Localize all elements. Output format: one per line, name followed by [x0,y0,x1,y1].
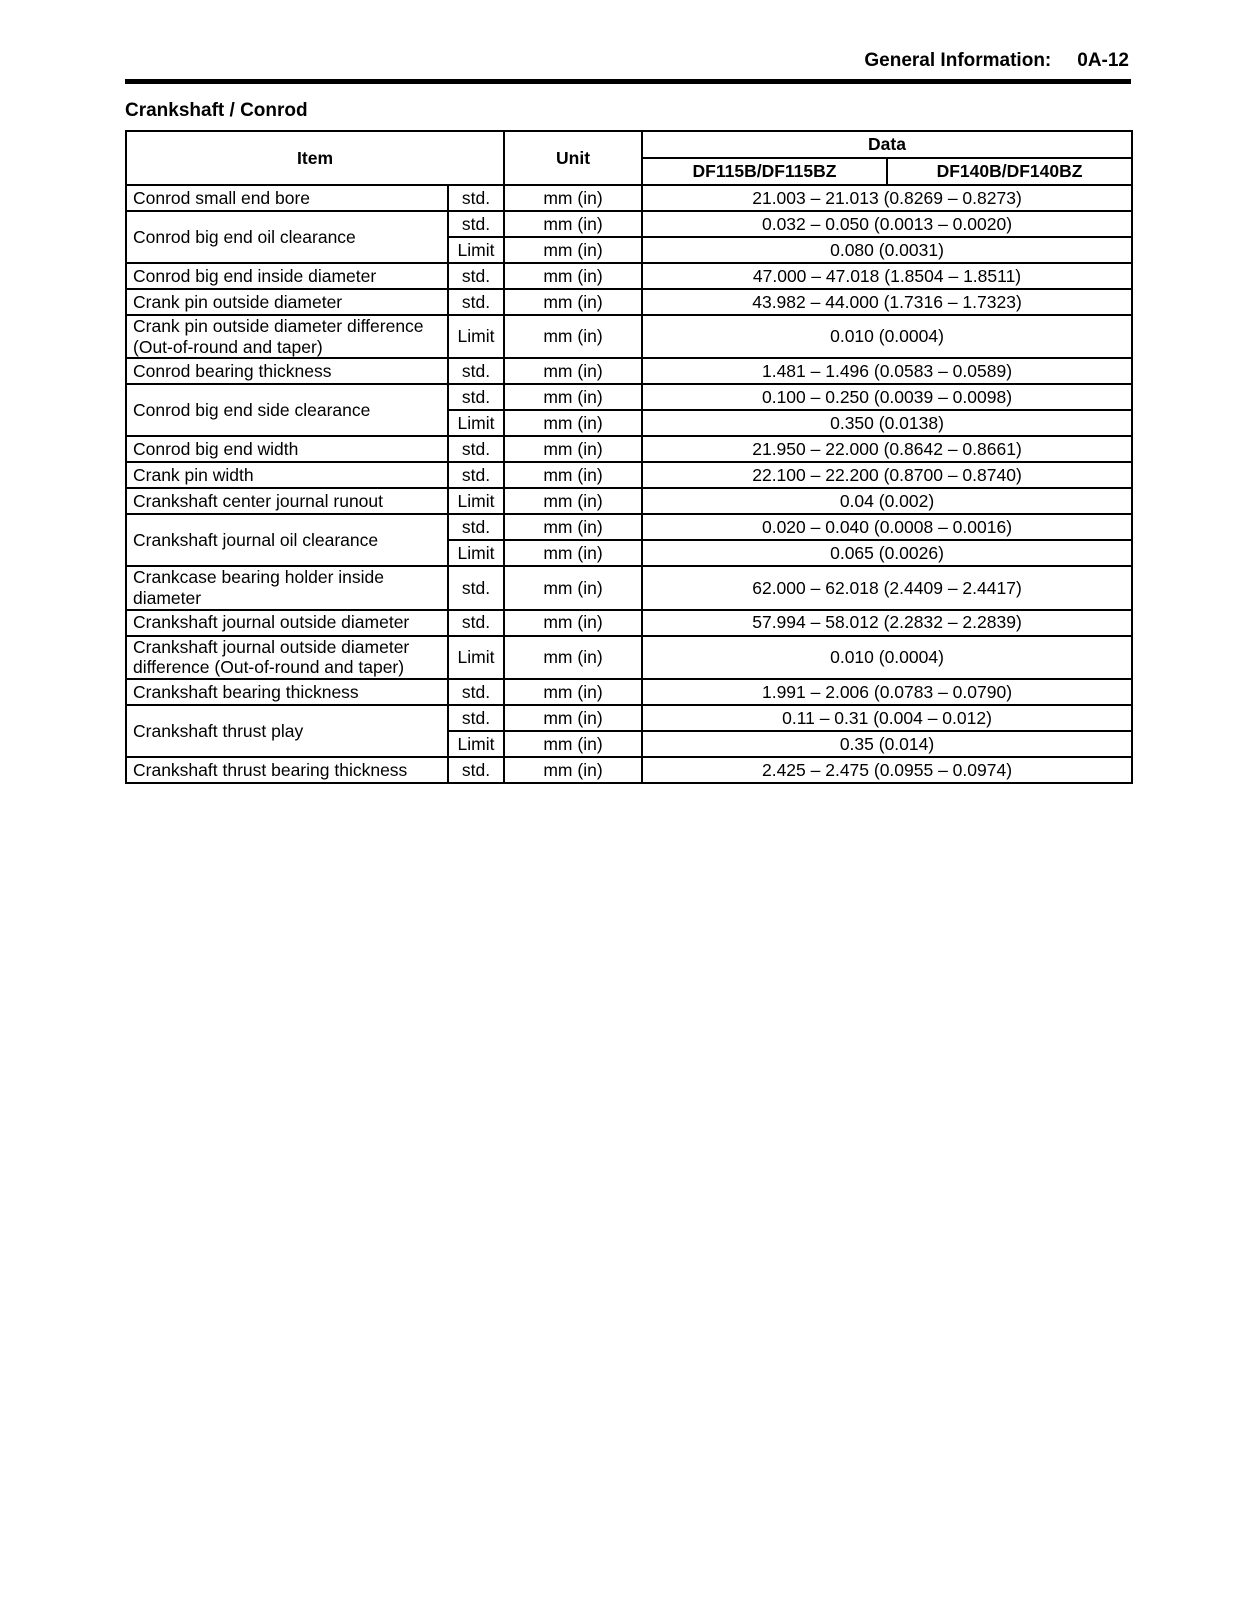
spec-kind-cell: std. [448,705,504,731]
unit-cell: mm (in) [504,263,642,289]
spec-kind-cell: std. [448,566,504,609]
unit-cell: mm (in) [504,185,642,211]
spec-kind-cell: Limit [448,410,504,436]
value-cell: 0.11 – 0.31 (0.004 – 0.012) [642,705,1132,731]
unit-cell: mm (in) [504,731,642,757]
spec-kind-cell: std. [448,185,504,211]
value-cell: 21.950 – 22.000 (0.8642 – 0.8661) [642,436,1132,462]
table-row [126,679,1132,705]
unit-cell: mm (in) [504,315,642,358]
value-cell: 0.010 (0.0004) [642,315,1132,358]
value-cell: 0.080 (0.0031) [642,237,1132,263]
spec-kind-cell: std. [448,289,504,315]
document-page [125,50,1131,784]
item-cell: Crank pin width [126,462,448,488]
unit-cell: mm (in) [504,237,642,263]
table-row [126,610,1132,636]
unit-cell: mm (in) [504,679,642,705]
table-row [126,289,1132,315]
unit-cell: mm (in) [504,211,642,237]
item-cell: Crankshaft center journal runout [126,488,448,514]
spec-kind-cell: Limit [448,731,504,757]
value-cell: 0.35 (0.014) [642,731,1132,757]
value-cell: 22.100 – 22.200 (0.8700 – 0.8740) [642,462,1132,488]
unit-cell: mm (in) [504,462,642,488]
value-cell: 0.100 – 0.250 (0.0039 – 0.0098) [642,384,1132,410]
spec-kind-cell: Limit [448,636,504,679]
value-cell: 0.020 – 0.040 (0.0008 – 0.0016) [642,514,1132,540]
value-cell: 2.425 – 2.475 (0.0955 – 0.0974) [642,757,1132,783]
unit-cell: mm (in) [504,566,642,609]
table-header-row-1 [126,131,1132,158]
value-cell: 1.481 – 1.496 (0.0583 – 0.0589) [642,358,1132,384]
data-column-header: Data [642,131,1132,158]
value-cell: 0.350 (0.0138) [642,410,1132,436]
item-cell: Crank pin outside diameter [126,289,448,315]
model-header-df115b: DF115B/DF115BZ [642,158,887,185]
item-cell: Crank pin outside diameter difference (Out-of-round and taper) [126,315,448,358]
table-row [126,462,1132,488]
spec-kind-cell: std. [448,263,504,289]
value-cell: 43.982 – 44.000 (1.7316 – 1.7323) [642,289,1132,315]
spec-kind-cell: std. [448,514,504,540]
table-row [126,514,1132,540]
value-cell: 57.994 – 58.012 (2.2832 – 2.2839) [642,610,1132,636]
unit-cell: mm (in) [504,705,642,731]
spec-kind-cell: std. [448,610,504,636]
spec-kind-cell: std. [448,211,504,237]
item-cell: Crankshaft journal outside diameter difference (Out-of-round and taper) [126,636,448,679]
table-row [126,185,1132,211]
item-column-header: Item [126,131,504,185]
table-row [126,705,1132,731]
table-row [126,636,1132,679]
unit-cell: mm (in) [504,636,642,679]
table-row [126,211,1132,237]
spec-kind-cell: Limit [448,315,504,358]
header-rule [125,79,1131,84]
page-header [125,50,1131,72]
unit-cell: mm (in) [504,540,642,566]
item-cell: Crankshaft thrust bearing thickness [126,757,448,783]
unit-cell: mm (in) [504,384,642,410]
unit-column-header: Unit [504,131,642,185]
value-cell: 47.000 – 47.018 (1.8504 – 1.8511) [642,263,1132,289]
unit-cell: mm (in) [504,757,642,783]
item-cell: Conrod small end bore [126,185,448,211]
table-row [126,358,1132,384]
spec-kind-cell: std. [448,384,504,410]
table-row [126,436,1132,462]
table-row [126,263,1132,289]
model-header-df140b: DF140B/DF140BZ [887,158,1132,185]
item-cell: Crankshaft journal oil clearance [126,514,448,566]
item-cell: Conrod bearing thickness [126,358,448,384]
item-cell: Conrod big end oil clearance [126,211,448,263]
item-cell: Crankshaft thrust play [126,705,448,757]
value-cell: 21.003 – 21.013 (0.8269 – 0.8273) [642,185,1132,211]
spec-kind-cell: std. [448,679,504,705]
spec-table [125,130,1133,784]
table-title: Crankshaft / Conrod [125,100,308,121]
spec-kind-cell: std. [448,358,504,384]
item-cell: Conrod big end width [126,436,448,462]
spec-kind-cell: std. [448,757,504,783]
table-row [126,757,1132,783]
unit-cell: mm (in) [504,410,642,436]
unit-cell: mm (in) [504,610,642,636]
table-row [126,566,1132,609]
unit-cell: mm (in) [504,436,642,462]
value-cell: 1.991 – 2.006 (0.0783 – 0.0790) [642,679,1132,705]
item-cell: Crankshaft journal outside diameter [126,610,448,636]
page-number: 0A-12 [1077,50,1129,71]
spec-table-body [126,185,1132,783]
table-row [126,315,1132,358]
spec-kind-cell: Limit [448,488,504,514]
item-cell: Conrod big end inside diameter [126,263,448,289]
unit-cell: mm (in) [504,514,642,540]
spec-kind-cell: std. [448,462,504,488]
spec-kind-cell: std. [448,436,504,462]
section-title: General Information: [864,50,1052,71]
unit-cell: mm (in) [504,358,642,384]
value-cell: 0.065 (0.0026) [642,540,1132,566]
unit-cell: mm (in) [504,289,642,315]
table-row [126,384,1132,410]
item-cell: Conrod big end side clearance [126,384,448,436]
value-cell: 0.010 (0.0004) [642,636,1132,679]
unit-cell: mm (in) [504,488,642,514]
item-cell: Crankshaft bearing thickness [126,679,448,705]
table-row [126,488,1132,514]
spec-kind-cell: Limit [448,540,504,566]
value-cell: 0.04 (0.002) [642,488,1132,514]
value-cell: 62.000 – 62.018 (2.4409 – 2.4417) [642,566,1132,609]
value-cell: 0.032 – 0.050 (0.0013 – 0.0020) [642,211,1132,237]
spec-kind-cell: Limit [448,237,504,263]
item-cell: Crankcase bearing holder inside diameter [126,566,448,609]
